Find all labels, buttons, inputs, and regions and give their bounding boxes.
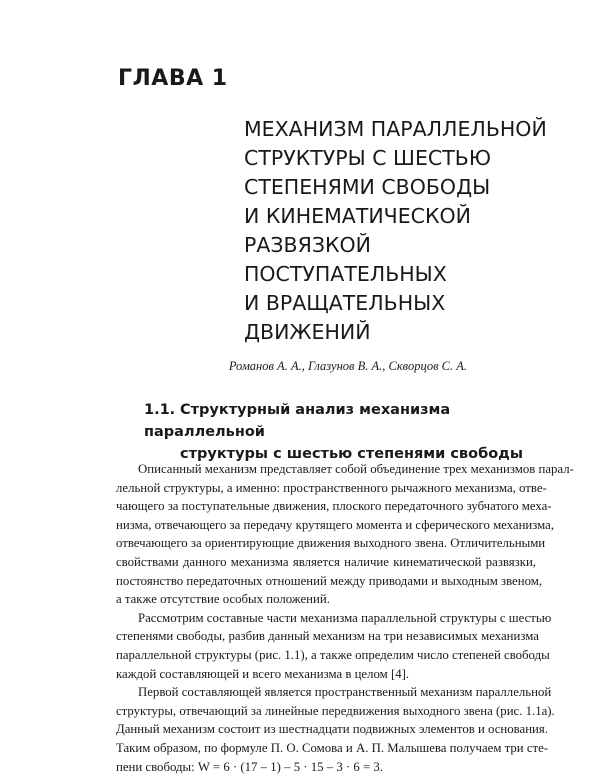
chapter-title-line: СТЕПЕНЯМИ СВОБОДЫ [244, 173, 594, 202]
chapter-authors: Романов А. А., Глазунов В. А., Скворцов С. А. [229, 359, 467, 374]
paragraph [116, 609, 536, 683]
chapter-title-line: ПОСТУПАТЕЛЬНЫХ [244, 260, 594, 289]
text-line: низма, отвечающего за передачу крутящего момента и сферического механизма, [116, 516, 536, 535]
text-line: а также отсутствие особых положений. [116, 590, 536, 609]
chapter-title-line: И ВРАЩАТЕЛЬНЫХ [244, 289, 594, 318]
chapter-title-line: РАЗВЯЗКОЙ [244, 231, 594, 260]
text-line: свойствами данного механизма является наличие кинематической развязки, [116, 553, 536, 572]
section-heading [144, 399, 564, 465]
text-line: постоянство передаточных отношений между приводами и выходным звеном, [116, 572, 536, 591]
chapter-title-line: МЕХАНИЗМ ПАРАЛЛЕЛЬНОЙ [244, 115, 594, 144]
text-line: Таким образом, по формуле П. О. Сомова и А. П. Малышева получаем три сте- [116, 739, 536, 758]
section-number: 1.1. [144, 399, 180, 421]
text-line: чающего за поступательные движения, плоского передаточного зубчатого меха- [116, 497, 536, 516]
text-line: Описанный механизм представляет собой объединение трех механизмов парал- [116, 460, 536, 479]
text-line: лельной структуры, а именно: пространственного рычажного механизма, отве- [116, 479, 536, 498]
body-text [116, 460, 536, 776]
text-line: отвечающего за ориентирующие движения выходного звена. Отличительными [116, 534, 536, 553]
paragraph [116, 460, 536, 609]
text-line: каждой составляющей и всего механизма в целом [4]. [116, 665, 536, 684]
text-line: пени свободы: W = 6 · (17 – 1) – 5 · 15 – 3 · 6 = 3. [116, 758, 536, 776]
text-line: структуры, отвечающий за линейные передвижения выходного звена (рис. 1.1а). [116, 702, 536, 721]
text-line: степенями свободы, разбив данный механизм на три независимых механизма [116, 627, 536, 646]
text-line: Первой составляющей является пространственный механизм параллельной [116, 683, 536, 702]
chapter-title-line: И КИНЕМАТИЧЕСКОЙ [244, 202, 594, 231]
section-title-line: структуры с шестью степенями свободы [144, 443, 564, 465]
chapter-title [244, 115, 594, 347]
chapter-title-line: СТРУКТУРЫ С ШЕСТЬЮ [244, 144, 594, 173]
paragraph [116, 683, 536, 776]
text-line: Рассмотрим составные части механизма параллельной структуры с шестью [116, 609, 536, 628]
section-title-line: Структурный анализ механизма параллельной [144, 402, 450, 440]
chapter-title-line: ДВИЖЕНИЙ [244, 318, 594, 347]
text-line: параллельной структуры (рис. 1.1), а также определим число степеней свободы [116, 646, 536, 665]
text-line: Данный механизм состоит из шестнадцати подвижных элементов и основания. [116, 720, 536, 739]
chapter-label: ГЛАВА 1 [118, 66, 228, 91]
